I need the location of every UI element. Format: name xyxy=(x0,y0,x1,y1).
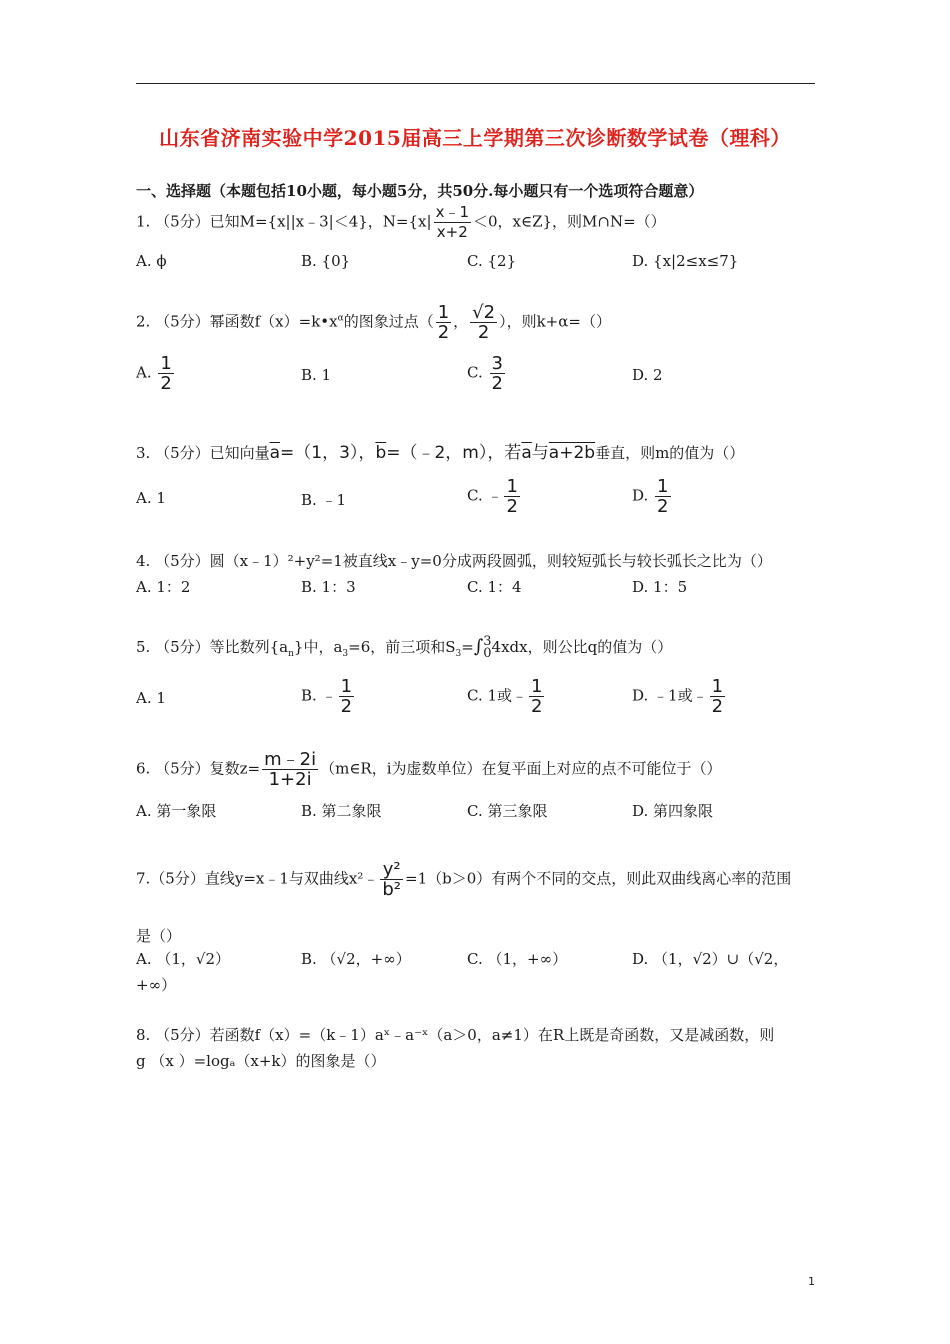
q1-stem-post: ＜0，x∈Z}，则M∩N=（） xyxy=(472,212,666,231)
q5-option-a[interactable]: A. 1 xyxy=(136,689,166,707)
q3-mid1: =（1，3）， xyxy=(280,443,376,463)
q2-f1-den: 2 xyxy=(437,322,450,343)
q5-d-label: D. ﹣1或﹣ xyxy=(632,686,708,705)
q5-sub2: 3 xyxy=(342,649,349,659)
q2-a-label: A. xyxy=(136,363,152,382)
q2-f1-num: 1 xyxy=(437,302,450,323)
q5-b-fraction xyxy=(339,677,354,716)
q2-f2-den: 2 xyxy=(477,322,490,343)
q5-d-fraction xyxy=(710,677,725,716)
q2-c-num: 3 xyxy=(491,353,503,374)
question-2 xyxy=(136,303,611,342)
q5-c-fraction xyxy=(529,677,544,716)
q3-c-num: 1 xyxy=(506,476,518,497)
q3-d-fraction xyxy=(655,477,670,516)
q2-option-b[interactable]: B. 1 xyxy=(301,366,332,384)
q2-c-den: 2 xyxy=(491,373,503,394)
q7-option-d[interactable]: D. （1，√2）∪（√2， xyxy=(632,950,789,968)
q2-f2-num: √2 xyxy=(472,302,496,323)
q2-c-fraction xyxy=(490,354,505,393)
q7-post: =1（b＞0）有两个不同的交点，则此双曲线离心率的范围 xyxy=(405,869,792,888)
q2-comma: ， xyxy=(453,312,469,331)
q3-option-c[interactable] xyxy=(467,477,522,516)
q5-c-num: 1 xyxy=(531,676,543,697)
q5-limits xyxy=(483,636,491,660)
q6-option-c[interactable]: C. 第三象限 xyxy=(467,802,548,820)
header-rule xyxy=(136,83,815,84)
q1-option-a[interactable]: A. ϕ xyxy=(136,252,167,270)
q1-option-b[interactable]: B. {0} xyxy=(301,252,351,270)
q1-option-c[interactable]: C. {2} xyxy=(467,252,517,270)
q3-vexpr: a+2b xyxy=(548,443,596,463)
q3-d-num: 1 xyxy=(657,476,669,497)
q5-pre: 5. （5分）等比数列{a xyxy=(136,638,289,656)
q7-continuation: 是（） xyxy=(136,927,182,945)
q5-upper: 3 xyxy=(483,634,492,649)
q2-c-label: C. xyxy=(467,363,483,382)
question-5 xyxy=(136,636,672,660)
q3-mid3: 与 xyxy=(531,443,549,463)
q7-option-a[interactable]: A. （1，√2） xyxy=(136,950,231,968)
q3-va2: $\overline{a}$ xyxy=(521,443,532,463)
q5-b-label: B. ﹣ xyxy=(301,686,337,705)
integral-icon: ∫ xyxy=(473,636,484,657)
q6-pre: 6. （5分）复数z= xyxy=(136,759,261,778)
page-number: 1 xyxy=(808,1275,815,1288)
q5-sub1: n xyxy=(288,649,294,659)
q5-d-num: 1 xyxy=(711,676,724,697)
q6-fraction xyxy=(262,750,318,789)
q2-a-fraction xyxy=(158,354,173,393)
q4-option-c[interactable]: C. 1：4 xyxy=(467,578,522,596)
q5-sub3: 3 xyxy=(455,649,462,659)
q3-stem-pre: 3. （5分）已知向量 xyxy=(136,444,270,462)
q5-m2: =6，前三项和S xyxy=(348,638,456,656)
q2-fraction-2 xyxy=(470,303,497,342)
q5-m1: }中，a xyxy=(293,638,343,656)
q4-option-a[interactable]: A. 1：2 xyxy=(136,578,191,596)
q3-option-d[interactable] xyxy=(632,477,673,516)
q1-stem-pre: 1. （5分）已知M={x||x﹣3|＜4}，N={x| xyxy=(136,212,432,231)
q7-den: b² xyxy=(382,879,402,900)
q5-d-den: 2 xyxy=(711,696,724,717)
q3-d-den: 2 xyxy=(657,496,669,517)
q7-pre: 7.（5分）直线y=x﹣1与双曲线x²﹣ xyxy=(136,869,379,888)
q2-option-a[interactable] xyxy=(136,354,176,393)
q5-option-c[interactable] xyxy=(467,677,546,716)
q3-vector-expr xyxy=(549,443,595,463)
q5-b-den: 2 xyxy=(340,696,353,717)
q3-option-b[interactable]: B. ﹣1 xyxy=(301,491,347,509)
q3-vector-a xyxy=(270,443,280,463)
q6-post: （m∈R，i为虚数单位）在复平面上对应的点不可能位于（） xyxy=(320,759,722,778)
q3-vector-b xyxy=(375,443,386,463)
q7-option-d-cont: +∞） xyxy=(136,976,177,994)
q3-c-den: 2 xyxy=(506,496,518,517)
q4-option-b[interactable]: B. 1：3 xyxy=(301,578,356,596)
q5-option-d[interactable] xyxy=(632,677,727,716)
q6-den: 1+2i xyxy=(268,769,312,790)
question-4: 4. （5分）圆（x﹣1）²+y²=1被直线x﹣y=0分成两段圆弧，则较短弧长与较长弧长之比为（） xyxy=(136,552,772,570)
q5-post: 4xdx，则公比q的值为（） xyxy=(491,638,673,656)
q6-num: m﹣2i xyxy=(264,749,317,770)
q5-m3: = xyxy=(461,638,474,656)
q3-c-label: C. ﹣ xyxy=(467,486,503,505)
q6-option-b[interactable]: B. 第二象限 xyxy=(301,802,382,820)
q3-mid2: =（﹣2，m），若 xyxy=(386,443,522,463)
q3-va: $\overline{a}$ xyxy=(269,443,281,463)
page-title: 山东省济南实验中学2015届高三上学期第三次诊断数学试卷（理科） xyxy=(159,126,791,150)
q3-c-fraction xyxy=(504,477,519,516)
q2-exponent: α xyxy=(337,313,344,324)
question-1 xyxy=(136,203,666,242)
q1-denominator: x+2 xyxy=(436,223,468,241)
q6-option-a[interactable]: A. 第一象限 xyxy=(136,802,217,820)
q2-fraction-1 xyxy=(436,303,451,342)
q2-stem-pre: 2. （5分）幂函数f（x）=k•x xyxy=(136,312,338,331)
q2-option-c[interactable] xyxy=(467,354,507,393)
q2-option-d[interactable]: D. 2 xyxy=(632,366,663,384)
q5-b-num: 1 xyxy=(340,676,353,697)
q7-fraction xyxy=(380,860,403,899)
q2-a-den: 2 xyxy=(160,373,172,394)
q5-option-b[interactable] xyxy=(301,677,356,716)
q3-vector-a2 xyxy=(521,443,531,463)
question-8: 8. （5分）若函数f（x）=（k﹣1）aˣ﹣a⁻ˣ（a＞0，a≠1）在R上既是奇函数，又是减函数，则 xyxy=(136,1026,775,1044)
q7-option-c[interactable]: C. （1，+∞） xyxy=(467,950,568,968)
q5-lower: 0 xyxy=(483,646,492,661)
q1-fraction xyxy=(434,203,471,242)
q1-numerator: x﹣1 xyxy=(435,203,469,221)
q7-option-b[interactable]: B. （√2，+∞） xyxy=(301,950,411,968)
q4-option-d[interactable]: D. 1：5 xyxy=(632,578,688,596)
question-6 xyxy=(136,750,722,789)
q2-stem-post: ），则k+α=（） xyxy=(499,312,611,331)
q7-num: y² xyxy=(380,860,403,880)
section-heading: 一、选择题（本题包括10小题，每小题5分，共50分.每小题只有一个选项符合题意） xyxy=(136,182,704,200)
q3-stem-post: 垂直，则m的值为（） xyxy=(595,444,745,462)
question-8-line2: g （x ）=logₐ（x+k）的图象是（） xyxy=(136,1052,386,1070)
q2-a-num: 1 xyxy=(160,353,172,374)
question-3 xyxy=(136,438,744,463)
q3-d-label: D. xyxy=(632,486,649,505)
q3-vb: $\overline{b}$ xyxy=(375,443,387,463)
q2-stem-mid: 的图象过点（ xyxy=(343,312,434,331)
q3-option-a[interactable]: A. 1 xyxy=(136,489,166,507)
q6-option-d[interactable]: D. 第四象限 xyxy=(632,802,714,820)
q5-c-label: C. 1或﹣ xyxy=(467,686,528,705)
q1-option-d[interactable]: D. {x|2≤x≤7} xyxy=(632,252,739,270)
q5-c-den: 2 xyxy=(531,696,543,717)
question-7 xyxy=(136,860,791,899)
